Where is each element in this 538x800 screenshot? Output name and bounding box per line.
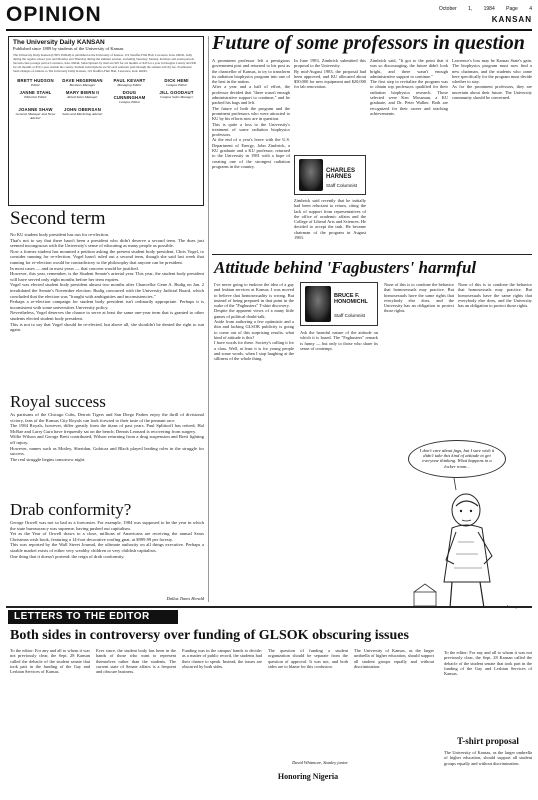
staff-role: Business Manager [69,83,96,87]
staff-role: General Manager and News Adviser [15,112,56,120]
paragraph: None of this is to condone the behavior that homosexuals may practice. But homosexuals have the same rights that everybody else does, and the University has an obligation to protect those rights. [458,282,532,309]
paragraph: Vogel was elected student body president almost two months after Chancellor Gene A. Budig on Jan. 2 invalidated the Senate's November election. Budig concurred with the University Judicial Board, which concluded that the election was "fraught with ambiguities and inconsistencies." [10,282,204,299]
staff-name: PAUL KEVART [113,78,146,83]
columnist-photo-box [300,282,378,326]
paragraph: Nevertheless, Vogel deserves the chance to serve at least the same one-year term that is granted to other students elected student body president. [10,310,204,321]
article-column [458,282,532,428]
paper-name: KANSAN [491,15,532,24]
columnist-name: CHARLES HARNES [326,168,356,180]
paragraph: The question of funding a student organization should be separate from the question of approval. It was not, and both sides are to blame for this confusion. [268,648,348,669]
staff-entry [107,78,152,87]
staff-name: DICK HEMI [164,78,189,83]
staff-role: Managing Editor [117,83,142,87]
article-body [10,232,204,378]
paragraph: As partisans of the Chicago Cubs, Detroit Tigers and San Diego Padres enjoy the thrill of divisional victory, fans of the Kansas City Royals can look forward to their taste of the pennant race. [10,412,204,423]
staff-name: DOUG CUNNINGHAM [113,90,146,100]
staff-list [13,78,199,120]
letters-column [10,648,90,796]
staff-box [8,36,204,206]
page-number: Page 4 [506,6,532,12]
staff-role: Editorial Editor [24,95,47,99]
paragraph: The University of Kansas, as the larger umbrella of higher education, should support all student groups equally and without discrimination. [444,750,532,766]
publication-notice: The University Daily Kansan (USPS 650640) is published at the University of Kansas, 119 Stauffer-Flint Hall, Lawrence, Kan. 66045, daily during the regular school year and Monday and Thursday during the summer session, excluding Saturday, Sunday, holidays and exam periods. Second-class postage paid at Lawrence, Kan. 66044. Subscriptions by mail are $25 for six months or $45 for a year in Douglas County and $30 for six months or $50 a year outside the county. Student subscriptions are $2 each semester paid through the student activity fee. Postmaster: Send changes of address to The University Daily Kansan, 119 Stauffer-Flint Hall, Lawrence, Kan. 66045. [13,53,197,73]
staff-name: JILL GOODAUT [159,90,194,95]
staff-box-title: The University Daily KANSAN [13,39,105,46]
masthead [6,4,532,28]
paragraph: However, names such as Motley, Sheridan, Gubicza and Black played leading roles in the struggle for success. [10,445,204,457]
article-column [300,330,378,602]
section-divider [6,606,532,608]
staff-role: Retail Sales Manager [67,95,98,99]
paragraph: Despite the apparent views of a many little games of political doubt-talk. [214,308,294,319]
letters-column [444,750,532,796]
article-column [370,58,448,250]
paragraph: By mid-August 1983, the proposal had been approved, and KU allocated about $50,000 for new equipment and $20,000 for lab renovation. [294,68,366,90]
paragraph: The University of Kansas, as the larger umbrella of higher education, should support all student groups equally and without discrimination. [354,648,434,669]
paragraph: Zimbrick said recently that he initially had been reluctant to return, citing the lack of support from representatives of the office of academic affairs and the College of Liberal Arts and Sciences. He decided to accept the task. He became chairman of the program in August 1983. [294,198,366,241]
paragraph: The real struggle begins tomorrow night. [10,456,86,462]
article-column [212,58,290,250]
paragraph: Now a former student has mounted a petition asking the present student body president, Chris Vogel, to consider running for re-election. Vogel hasn't ruled out a second term, though she said last week that running for re-election would be contradictory to the philosophy that anyone can be president. [10,248,204,265]
columnist-photo [305,286,331,322]
article-credit: Dallas Times Herald [166,596,204,601]
headline-second-term: Second term [10,208,106,229]
staff-box-subtitle: Published since 1889 by students of the University of Kansas [13,46,124,51]
paragraph: To the editor: For any and all to whom it was not previously clear, the Sept. 28 Kansan called the debacle of the student senate that took part in the funding of the Gay and Lesbian Services of Kansas. [10,648,90,675]
paragraph: The first step to revitalize the program was to obtain top professors qualified for their radiation biophysics research. Those selected were Ken Mossman, a KU graduate, and Dr. Peter Walker. Both are recognized for their career and teaching achievements. [370,79,448,116]
letter-headline: Honoring Nigeria [277,772,339,781]
columnist-photo [299,159,323,191]
staff-name: DAVE HEGERMAN [62,78,103,83]
column-rule [208,36,209,602]
staff-name: BRETT HUDSON [17,78,54,83]
staff-role: Campus Editor [118,100,141,104]
paragraph: Ever since, the student body has been in the hands of those who want to represent themselves rather than the students. The current state of Senate affairs is a frequent and obscure business. [96,648,176,675]
letter-signature: David Whitmore, Stanley junior [292,760,348,765]
paragraph: I have words for these. Society's calling it for a class. Well, at least it is for young people and some words, when I stop laughing at the silliness of the whole thing. [214,340,294,362]
article-column [294,58,366,154]
headline-royal-success: Royal success [10,392,106,411]
dateline [439,6,532,12]
staff-role: Campus Sales Manager [159,95,194,99]
letters-section-label: LETTERS TO THE EDITOR [8,610,178,624]
article-column [214,282,294,602]
cartoon-drawing [394,432,524,618]
paragraph: I've never going to endorse the idea of a gay and lesbian services at Kansas. I was moved to believe that homosexuality is wrong. But instead of being prepared in that point in the wake of the "Fagbusters" T-shirt discovery. [214,282,294,309]
staff-role: Campus Editor [165,83,188,87]
article-body [10,520,204,594]
columnist-photo-box [294,155,366,195]
paragraph: Willie Wilson and George Brett contributed, Wilson returning from a drug suspension and Brett fighting off injury. [10,434,204,445]
paragraph: This is not to say that Vogel should be re-elected, but above all, she shouldn't be denied the right to run again. [10,321,204,333]
paragraph: George Orwell was not so bad as a forecaster. For example, 1984 was supposed to be the year in which the state bureaucracy was supreme, having pushed out capitalism. [10,520,204,531]
paragraph: In June 1983, Zimbrick submitted this proposal to the University. [294,58,366,69]
staff-role: Editor [31,83,40,87]
paragraph: This is quite a loss to the University's treatment of some radiation biophysics professors. [212,121,290,138]
paragraph: No KU student body president has run for re-election. [10,232,110,237]
headline-fagbusters: Attitude behind 'Fagbusters' harmful [214,258,477,277]
staff-entry [154,90,199,104]
paragraph: None of this is to condone the behavior that homosexuals may practice. But homosexuals have the same rights that everybody else does, and the University has an obligation to protect those rights. [384,282,454,314]
paragraph: Ask the harmful nature of the attitude on which it is based. The "Fagbusters" remark is funny — but only to those who share its sense of contempt. [300,330,378,351]
staff-entry [107,90,152,104]
paragraph: This was reported by the Wall Street Journal, the ultimate authority on all things executive. Perhaps a sizable market exists of either very wealthy children or very childish capitalists. [10,542,204,553]
staff-role: Sales and Marketing Adviser [62,112,103,116]
paragraph: Yet as the Year of Orwell draws to a close, millions of Americans are receiving the annual Sears Christmas wish book, featuring a 14-foot decorative roofing gnat, at $999.99 per foresty. [10,531,204,542]
staff-entry [13,107,58,120]
columnist-role: Staff Columnist [334,313,366,318]
editorial-cartoon [394,432,524,618]
paragraph: The future of both the program and the prominent professors who were attracted to KU by his efforts now are in question. [212,105,290,122]
staff-entry [60,90,105,104]
masthead-rule [6,29,532,31]
staff-name: MARY BIERN II [65,90,100,95]
article-column [294,198,366,250]
staff-entry [60,78,105,87]
headline-letters: Both sides in controversy over funding of GLSOK obscuring issues [10,628,409,643]
letter-headline: T-shirt proposal [457,736,519,746]
paragraph: Zimbrick said, "It got to the point that it was so discouraging, the future didn't look bright, and there wasn't enough administrative support to continue." [370,58,448,79]
staff-entry [60,107,105,120]
paragraph: Funding was in the campus' hands to decide: as a matter of public record, the students had their chance to speak. Instead, the issues are obscured by both sides. [182,648,262,669]
staff-name: JOHN OBERSAN [63,107,102,112]
paragraph: A prominent professor left a prestigious government post and returned to his post as the chancellor of Kansas, to try to transform its radiation biophysics program into one of the best in the nation. [212,58,290,85]
paragraph: To the editor: For any and all to whom it was not previously clear, the Sept. 28 Kansan called the debacle of the student senate that took part in the funding of the Gay and Lesbian Services of Kansas. [444,650,532,677]
article-column [384,282,454,428]
letters-column [182,648,262,796]
headline-drab-conformity: Drab conformity? [10,500,132,519]
staff-name: JANNE STAHL [19,90,52,95]
article-body [10,412,204,500]
paragraph: At the end of a year's leave with the U.S. Department of Energy, John Zimbrick, a KU graduate and a KU professor, returned to the University in 1981 with a hope of creating one of the strongest radiation programs in the country. [212,137,290,169]
paragraph: The 1984 Royals, however, differ greatly from the titans of past years. Paul Splittorff has retired; Hal McRae and Larry Gura have frequently sat on the bench; Dennis Leonard is recovering from surgery. [10,423,204,434]
section-title: OPINION [6,3,102,26]
staff-entry [154,78,199,87]
paragraph: In most cases — and in most years — that concern would be justified. [10,265,139,271]
paragraph: Perhaps a re-election campaign for student body president isn't ordinarily appropriate. Perhaps it is inconsistent with some universities University policy. [10,299,204,310]
cartoon-speech-bubble: I don't care about fags, but I sure wish it didn't take this kind of attitude to get everyone thinking. What happens in a locker room... [408,440,506,478]
staff-entry [13,78,58,87]
letters-column [444,650,532,734]
paragraph: One thing that it doesn't portend: the reign of drab conformity. [10,553,125,559]
columnist-role: Staff Columnist [326,183,358,188]
issue-date: October 1, 1984 [438,6,495,12]
paragraph: However, this year, remember, is the Student Senate's arterial year. This year, the student body president will have served only eight months before her term expires. [10,271,204,282]
paragraph: Lawrence's loss may be Kansas State's gain. The biophysics program must now find a new chairman, and the students who came here specifically for the program must decide whether to stay. [452,58,532,85]
staff-entry [13,90,58,104]
letters-column [96,648,176,796]
letters-column [354,648,434,796]
paragraph: As for the prominent professors, they are uncertain about their future. The University community should be concerned. [452,84,532,101]
headline-future-professors: Future of some professors in question [212,32,525,54]
section-divider [212,254,532,255]
paragraph: Aside from authoring a few optimistic and a thin and lacking GLSOK publicity is going to come out of this surprising results, what kind of attitude is this? [214,319,294,340]
letters-column [268,648,348,758]
paragraph: That's not to say that there hasn't been a president who didn't deserve a second term. The dues just seemed incongruous with the University's sense of educating as many people as possible. [10,237,204,249]
article-column [452,58,532,250]
paragraph: After a year and a half of effort, the professor decided that "there wasn't enough administrative support to continue," and he packed his bags and left. [212,84,290,106]
columnist-name: BRUCE F. HONOMICHL [334,293,368,305]
staff-name: JOANNE SHAW [18,107,53,112]
